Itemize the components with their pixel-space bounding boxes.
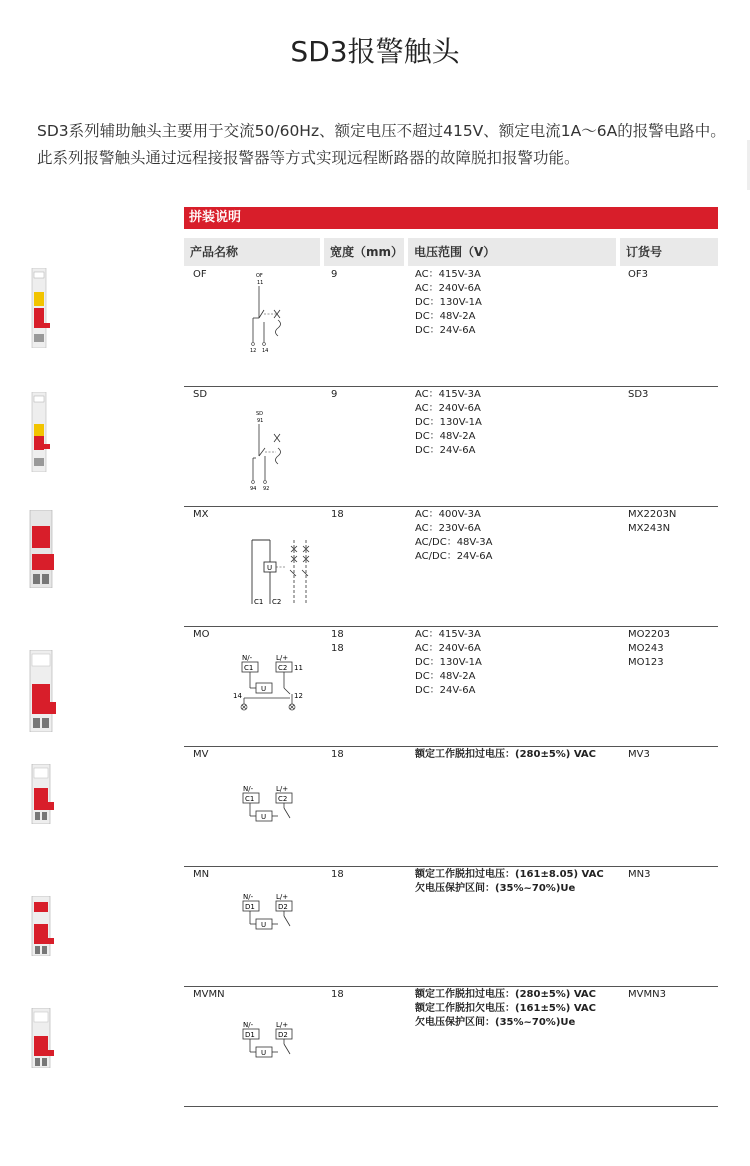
product-name: MN <box>193 869 210 880</box>
mvmn-diagram-t2: D2 <box>278 1031 288 1039</box>
mx-diagram-c1: C1 <box>254 598 264 606</box>
order-cell: OF3 <box>628 269 648 280</box>
mn-module-image <box>28 896 56 956</box>
mv-diagram-l: L/+ <box>276 785 289 793</box>
mvmn-module-image <box>28 1008 56 1068</box>
voltage-cell: 额定工作脱扣过电压：(280±5%) VAC 额定工作脱扣欠电压：(161±5%) VAC 欠电压保护区间：(35%~70%)Ue <box>415 989 596 1028</box>
intro-paragraph: SD3系列辅助触头主要用于交流50/60Hz、额定电压不超过415V、额定电流1A～6A的报警电路中。此系列报警触头通过远程接报警器等方式实现远程断路器的故障脱扣报警功能。 <box>37 122 726 167</box>
width-cell: 18 <box>331 749 344 760</box>
mvmn-diagram-t1: D1 <box>245 1031 255 1039</box>
mo-diagram-c1: C1 <box>244 664 254 672</box>
mn-diagram-n: N/- <box>243 893 254 901</box>
mn-diagram-l: L/+ <box>276 893 289 901</box>
of-wiring-diagram <box>240 270 290 354</box>
order-cell: MN3 <box>628 869 651 880</box>
product-name: MV <box>193 749 209 760</box>
mvmn-diagram-n: N/- <box>243 1021 254 1029</box>
voltage-cell: 额定工作脱扣过电压：(161±8.05) VAC 欠电压保护区间：(35%~70%)Ue <box>415 869 604 894</box>
of-diagram-label-b1: 12 <box>250 348 257 354</box>
mx-diagram-c2: C2 <box>272 598 282 606</box>
order-cell: MV3 <box>628 749 650 760</box>
order-cell: MX2203N MX243N <box>628 509 677 534</box>
width-cell: 18 <box>331 989 344 1000</box>
of-diagram-label-b2: 14 <box>262 348 269 354</box>
mx-diagram-u: U <box>267 564 273 572</box>
mo-module-image <box>28 650 58 732</box>
header-voltage: 电压范围（V） <box>408 238 616 266</box>
mn-diagram-u: U <box>261 921 267 929</box>
voltage-cell: AC：415V-3A AC：240V-6A DC：130V-1A DC：48V-2A DC：24V-6A <box>415 389 482 456</box>
mo-diagram-u: U <box>261 685 267 693</box>
mo-diagram-l: L/+ <box>276 654 289 662</box>
mv-module-image <box>28 764 56 824</box>
voltage-cell: AC：415V-3A AC：240V-6A DC：130V-1A DC：48V-2A DC：24V-6A <box>415 269 482 336</box>
header-width: 宽度（mm） <box>324 238 404 266</box>
mo-diagram-14: 14 <box>233 692 242 700</box>
table-banner: 拼装说明 <box>184 207 718 229</box>
mv-diagram-t1: C1 <box>245 795 255 803</box>
order-cell: MVMN3 <box>628 989 666 1000</box>
mvmn-diagram-l: L/+ <box>276 1021 289 1029</box>
sd-wiring-diagram <box>240 408 290 492</box>
width-cell: 18 <box>331 869 344 880</box>
width-cell: 18 <box>331 509 344 520</box>
sd-diagram-label-b2: 92 <box>263 486 270 492</box>
of-diagram-label-top2: 11 <box>257 280 264 286</box>
width-cell: 9 <box>331 269 338 280</box>
mvmn-wiring-diagram <box>240 1020 304 1064</box>
header-name: 产品名称 <box>184 238 320 266</box>
sd-diagram-label-top: SD <box>256 411 264 417</box>
mx-wiring-diagram <box>246 536 318 608</box>
product-name: MX <box>193 509 209 520</box>
page-title: SD3报警触头 <box>290 35 460 68</box>
order-cell: MO2203 MO243 MO123 <box>628 629 670 668</box>
mo-diagram-11: 11 <box>294 664 303 672</box>
mo-wiring-diagram <box>230 652 306 712</box>
of-diagram-label-top: OF <box>256 273 263 279</box>
voltage-cell: AC：415V-3A AC：240V-6A DC：130V-1A DC：48V-2A DC：24V-6A <box>415 629 482 696</box>
sd-diagram-label-top2: 91 <box>257 418 264 424</box>
mv-diagram-t2: C2 <box>278 795 288 803</box>
sd-module-image <box>28 392 52 472</box>
product-name: MO <box>193 629 210 640</box>
voltage-cell: AC：400V-3A AC：230V-6A AC/DC：48V-3A AC/DC：24V-6A <box>415 509 493 562</box>
mo-diagram-c2: C2 <box>278 664 288 672</box>
header-order: 订货号 <box>620 238 718 266</box>
sd-diagram-label-b1: 94 <box>250 486 257 492</box>
mv-diagram-u: U <box>261 813 267 821</box>
product-name: MVMN <box>193 989 225 1000</box>
mn-wiring-diagram <box>240 892 304 936</box>
mx-module-image <box>28 510 58 588</box>
mvmn-diagram-u: U <box>261 1049 267 1057</box>
width-cell: 9 <box>331 389 338 400</box>
order-cell: SD3 <box>628 389 649 400</box>
width-cell: 18 18 <box>331 629 344 654</box>
mo-diagram-12: 12 <box>294 692 303 700</box>
mo-diagram-n: N/- <box>242 654 253 662</box>
mn-diagram-t1: D1 <box>245 903 255 911</box>
product-name: OF <box>193 269 207 280</box>
of-module-image <box>28 268 52 348</box>
mv-diagram-n: N/- <box>243 785 254 793</box>
table-header <box>184 238 718 266</box>
voltage-cell: 额定工作脱扣过电压：(280±5%) VAC <box>415 749 596 760</box>
mn-diagram-t2: D2 <box>278 903 288 911</box>
product-name: SD <box>193 389 208 400</box>
mv-wiring-diagram <box>240 784 304 828</box>
